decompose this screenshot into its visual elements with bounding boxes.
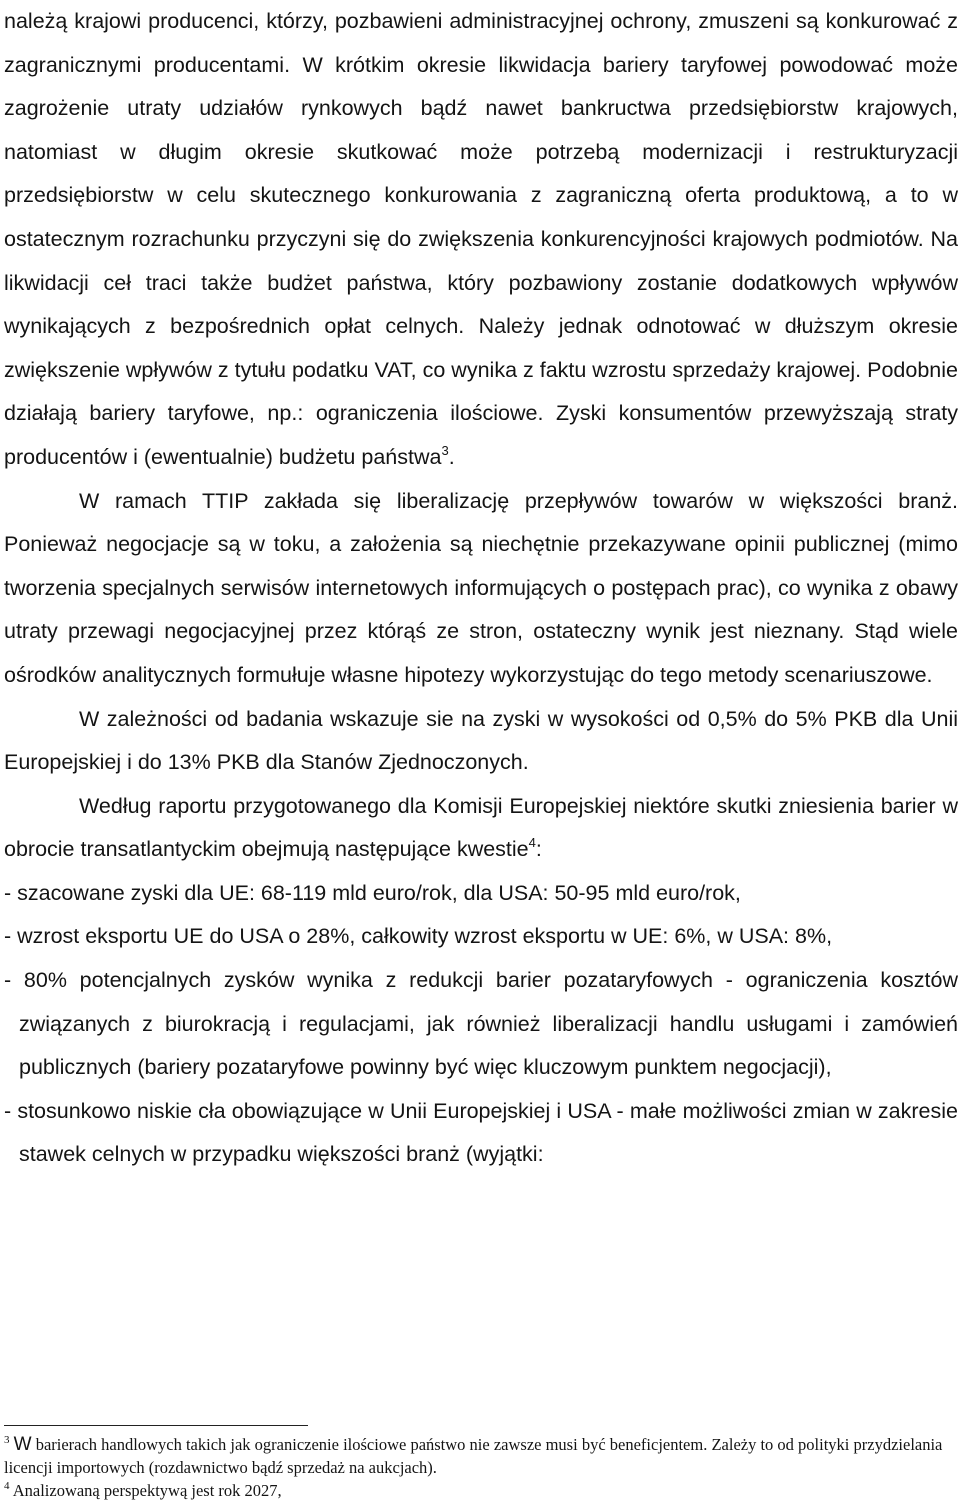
paragraph-4-text: Według raportu przygotowanego dla Komisji Europejskiej niektóre skutki zniesienia barier w obrocie transatlantyckim obejmują następujące kwestie [4,793,958,862]
footnote-ref-3[interactable]: 3 [441,442,449,458]
footnote-ref-4[interactable]: 4 [528,835,536,851]
list-item: - wzrost eksportu UE do USA o 28%, całkowity wzrost eksportu w UE: 6%, w USA: 8%, [4,924,833,949]
footnote-separator [4,1425,308,1426]
paragraph-2: W ramach TTIP zakłada się liberalizację przepływów towarów w większości branż. Ponieważ negocjacje są w toku, a założenia są niechętnie przekazywane opinii publicznej (mimo tworzenia specjalnych serwisów internetowych informujących o postępach prac), co wynika z obawy utraty przewagi negocjacyjnej przez którąś ze stron, ostateczny wynik jest nieznany. Stąd wiele ośrodków analitycznych formułuje własne hipotezy wykorzystując do tego metody scenariuszowe. [4,488,958,687]
paragraph-4 [4,785,958,872]
list-item: - 80% potencjalnych zysków wynika z redukcji barier pozataryfowych - ograniczenia kosztów związanych z biurokracją i regulacjami, jak również liberalizacji handlu usługami i zamówień publicznych (bariery pozataryfowe powinny być więc kluczowym punktem negocjacji), [4,968,958,1080]
footnotes [4,1433,958,1502]
paragraph-1-text: należą krajowi producenci, którzy, pozbawieni administracyjnej ochrony, zmuszeni są konkurować z zagranicznymi producentami. W krótkim okresie likwidacja bariery taryfowej powodować może zagrożenie utraty udziałów rynkowych bądź nawet bankructwa przedsiębiorstw krajowych, natomiast w długim okresie skutkować może potrzebą modernizacji i restrukturyzacji przedsiębiorstw w celu skutecznego konkurowania z zagraniczną oferta produktową, a to w ostatecznym rozrachunku przyczyni się do zwiększenia konkurencyjności krajowych podmiotów. Na likwidacji ceł traci także budżet państwa, który pozbawiony zostanie dodatkowych wpływów wynikających z bezpośrednich opłat celnych. Należy jednak odnotować w dłuższym okresie zwiększenie wpływów z tytułu podatku VAT, co wynika z faktu wzrostu sprzedaży krajowej. Podobnie działają bariery taryfowe, np.: ograniczenia ilościowe. Zyski konsumentów przewyższają straty producentów i (ewentualnie) budżetu państwa [4,9,958,469]
footnote-lead: W [13,1434,32,1455]
effects-list [4,872,958,1177]
footnote-3 [4,1433,958,1479]
list-item: - szacowane zyski dla UE: 68-119 mld euro/rok, dla USA: 50-95 mld euro/rok, [4,880,741,905]
footnote-number: 4 [4,1480,10,1492]
paragraph-1-end: . [448,444,455,469]
footnote-text: barierach handlowych takich jak ograniczenie ilościowe państwo nie zawsze musi być beneficjentem. Zależy to od polityki przydzielania licencji importowych (rozdawnictwo bądź sprzedaż na aukcjach). [4,1435,943,1477]
footnote-4 [4,1479,958,1502]
paragraph-3: W zależności od badania wskazuje sie na zyski w wysokości od 0,5% do 5% PKB dla Unii Europejskiej i do 13% PKB dla Stanów Zjednoczonych. [4,706,958,775]
footnote-number: 3 [4,1434,10,1446]
paragraph-4-end: : [535,837,542,862]
footnote-text: Analizowaną perspektywą jest rok 2027, [9,1481,282,1500]
paragraph-1 [4,0,958,480]
list-item: - stosunkowo niskie cła obowiązujące w Unii Europejskiej i USA - małe możliwości zmian w zakresie stawek celnych w przypadku większości branż (wyjątki: [4,1098,958,1167]
document-body [4,0,958,1177]
